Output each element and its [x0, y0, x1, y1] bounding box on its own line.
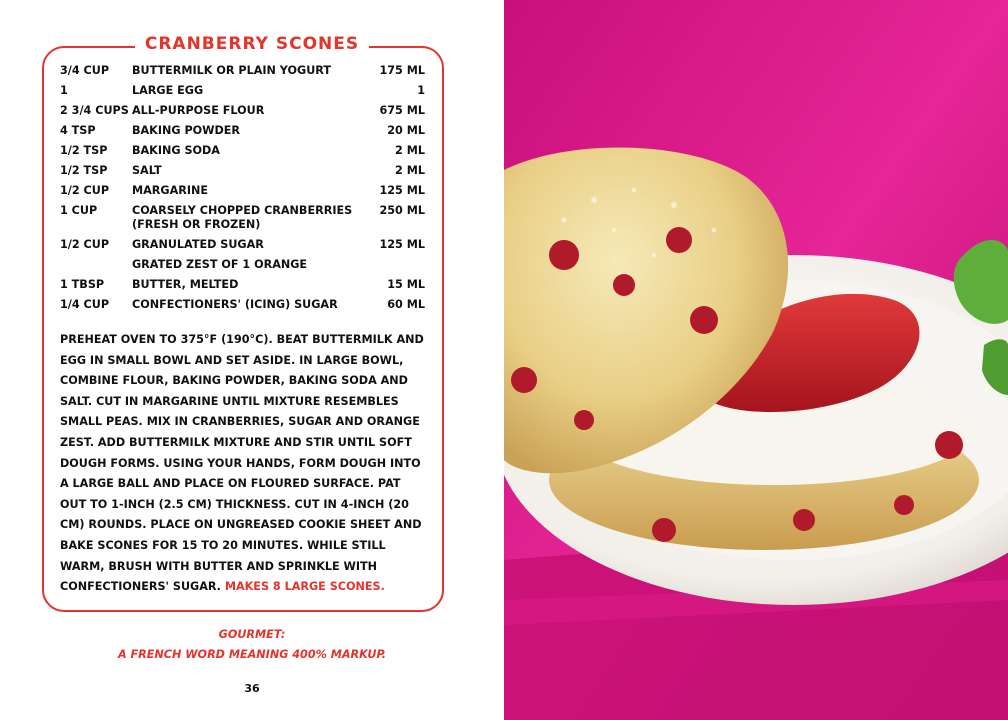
ingredient-name: LARGE EGG — [132, 84, 204, 97]
yield-text: MAKES 8 LARGE SCONES. — [224, 580, 385, 594]
ingredient-quantity: 1 CUP — [60, 204, 98, 217]
ingredient-quantity: 1/2 TSP — [60, 164, 108, 177]
ingredient-name: CONFECTIONERS' (ICING) SUGAR — [132, 298, 338, 311]
ingredient-name: SALT — [132, 164, 162, 177]
ingredient-name: BUTTERMILK OR PLAIN YOGURT — [132, 64, 332, 77]
ingredient-name: GRATED ZEST OF 1 ORANGE — [132, 258, 308, 271]
ingredient-quantity: 1 TBSP — [60, 278, 105, 291]
ingredient-metric: 20 ML — [387, 124, 425, 137]
title-wrap — [0, 34, 504, 54]
method-text — [60, 330, 430, 598]
ingredient-name: BUTTER, MELTED — [132, 278, 239, 291]
ingredient-name: MARGARINE — [132, 184, 209, 197]
quote-line-2: A FRENCH WORD MEANING 400% MARKUP. — [117, 648, 387, 661]
food-photo — [504, 0, 1008, 720]
ingredient-quantity: 3/4 CUP — [60, 64, 110, 77]
ingredient-metric: 2 ML — [395, 164, 425, 177]
ingredient-quantity: 1/4 CUP — [60, 298, 110, 311]
page-number: 36 — [244, 682, 260, 695]
ingredient-metric: 125 ML — [379, 184, 425, 197]
quote-line-1: GOURMET: — [218, 628, 286, 641]
ingredient-quantity: 1/2 CUP — [60, 184, 110, 197]
ingredient-metric: 1 — [417, 84, 425, 97]
ingredient-quantity: 1/2 CUP — [60, 238, 110, 251]
ingredient-name: GRANULATED SUGAR — [132, 238, 264, 251]
ingredient-name: ALL-PURPOSE FLOUR — [132, 104, 265, 117]
ingredient-metric: 175 ML — [379, 64, 425, 77]
ingredient-name: BAKING SODA — [132, 144, 220, 157]
ingredient-metric: 60 ML — [387, 298, 425, 311]
ingredient-metric: 2 ML — [395, 144, 425, 157]
method-paragraph: PREHEAT OVEN TO 375°F (190°C). BEAT BUTTERMILK AND EGG IN SMALL BOWL AND SET ASIDE. IN LARGE BOWL, COMBINE FLOUR, BAKING POWDER, BAKING SODA AND SALT. CUT IN MARGARINE UNTIL MIXTURE RESEMBLES SMALL PEAS. MIX IN CRANBERRIES, SUGAR AND ORANGE ZEST. ADD BUTTERMILK MIXTURE AND STIR UNTIL SOFT DOUGH FORMS. USING YOUR HANDS, FORM DOUGH INTO A LARGE BALL AND PLACE ON FLOURED SURFACE. PAT OUT TO 1-INCH (2.5 CM) THICKNESS. CUT IN 4-INCH (20 CM) ROUNDS. PLACE ON UNGREASED COOKIE SHEET AND BAKE SCONES FOR 15 TO 20 MINUTES. WHILE STILL WARM, BRUSH WITH BUTTER AND SPRINKLE WITH CONFECTIONERS' SUGAR. — [60, 333, 424, 594]
ingredient-name: COARSELY CHOPPED CRANBERRIES (FRESH OR FROZEN) — [132, 204, 353, 231]
ingredient-quantity: 1/2 TSP — [60, 144, 108, 157]
ingredient-metric: 250 ML — [379, 204, 425, 217]
ingredient-metric: 675 ML — [379, 104, 425, 117]
ingredient-quantity: 2 3/4 CUPS — [60, 104, 129, 117]
recipe-title: CRANBERRY SCONES — [135, 34, 369, 54]
ingredient-metric: 125 ML — [379, 238, 425, 251]
ingredient-name: BAKING POWDER — [132, 124, 241, 137]
ingredient-quantity: 4 TSP — [60, 124, 96, 137]
ingredient-metric: 15 ML — [387, 278, 425, 291]
scone-photo-illustration — [504, 0, 1008, 720]
ingredient-quantity: 1 — [60, 84, 68, 97]
